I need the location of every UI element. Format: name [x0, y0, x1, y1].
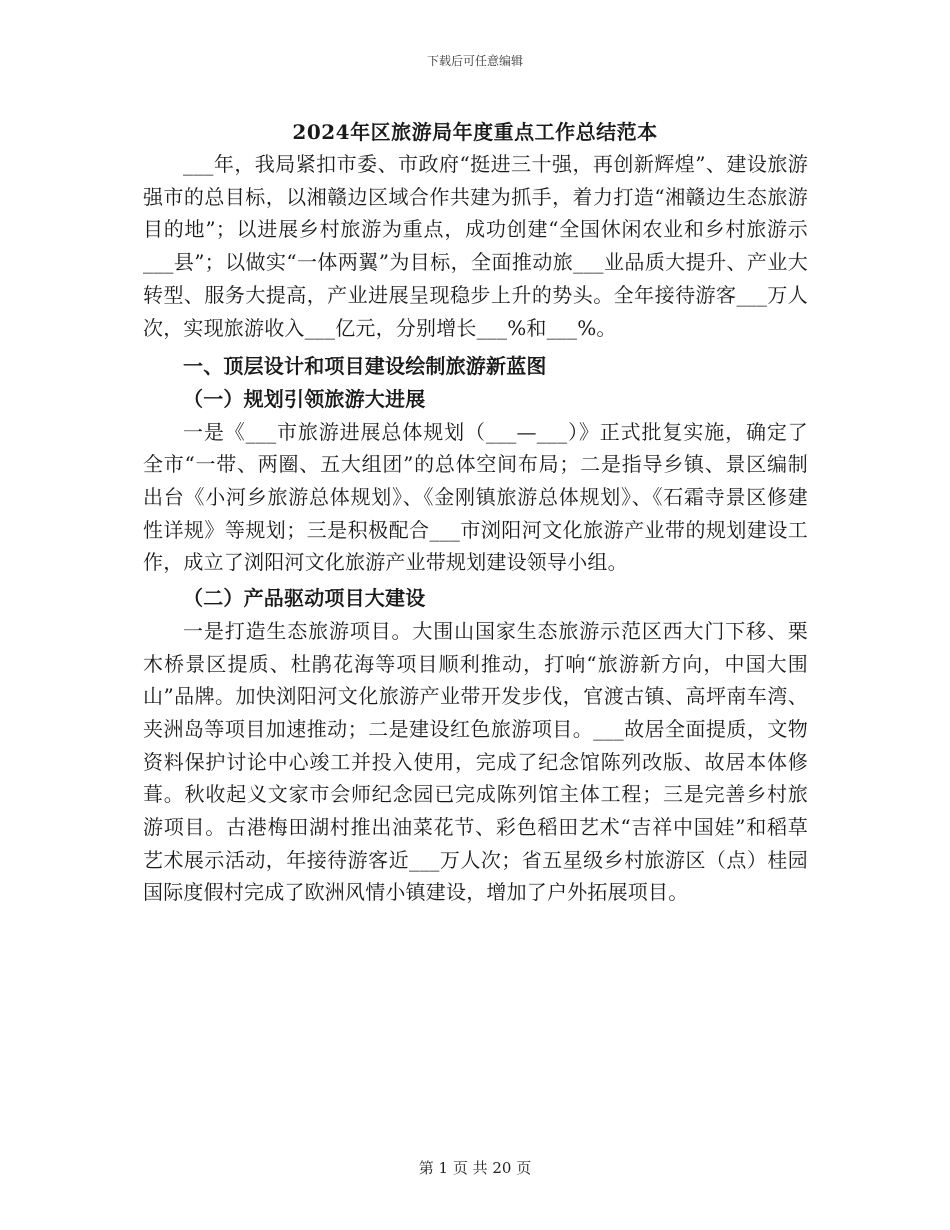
intro-paragraph: ___年，我局紧扣市委、市政府“挺进三十强，再创新辉煌”、建设旅游强市的总目标，以湘赣边区域合作共建为抓手，着力打造“湘赣边生态旅游目的地”；以进展乡村旅游为重点，成功创建“全国休闲农业和乡村旅游示___县”；以做实“一体两翼”为目标，全面推动旅___业品质大提升、产业大转型、服务大提高，产业进展呈现稳步上升的势头。全年接待游客___万人次，实现旅游收入___亿元，分别增长___%和___%。: [143, 152, 808, 340]
document-title: 2024年区旅游局年度重点工作总结范本: [292, 120, 658, 144]
subsection-1-paragraph: 一是《___市旅游进展总体规划（___—___）》正式批复实施，确定了全市“一带、两圈、五大组团”的总体空间布局；二是指导乡镇、景区编制出台《小河乡旅游总体规划》、《金刚镇旅游总体规划》、《石霜寺景区修建性详规》等规划；三是积极配合___市浏阳河文化旅游产业带的规划建设工作，成立了浏阳河文化旅游产业带规划建设领导小组。: [143, 419, 808, 575]
subsection-heading-1: （一）规划引领旅游大进展: [183, 386, 426, 411]
subsection-2-paragraph: 一是打造生态旅游项目。大围山国家生态旅游示范区西大门下移、栗木桥景区提质、杜鹃花海等项目顺利推动，打响“旅游新方向，中国大围山”品牌。加快浏阳河文化旅游产业带开发步伐，官渡古镇、高坪南车湾、夹洲岛等项目加速推动；二是建设红色旅游项目。___故居全面提质，文物资料保护讨论中心竣工并投入使用，完成了纪念馆陈列改版、故居本体修葺。秋收起义文家市会师纪念园已完成陈列馆主体工程；三是完善乡村旅游项目。古港梅田湖村推出油菜花节、彩色稻田艺术“吉祥中国娃”和稻草艺术展示活动，年接待游客近___万人次；省五星级乡村旅游区（点）桂园国际度假村完成了欧洲风情小镇建设，增加了户外拓展项目。: [143, 618, 808, 905]
section-heading-1: 一、顶层设计和项目建设绘制旅游新蓝图: [183, 354, 547, 379]
subsection-heading-2: （二）产品驱动项目大建设: [183, 586, 426, 611]
document-body: [143, 148, 808, 909]
header-note: 下载后可任意编辑: [426, 54, 523, 68]
page-number-footer: 第 1 页 共 20 页: [418, 1159, 532, 1177]
